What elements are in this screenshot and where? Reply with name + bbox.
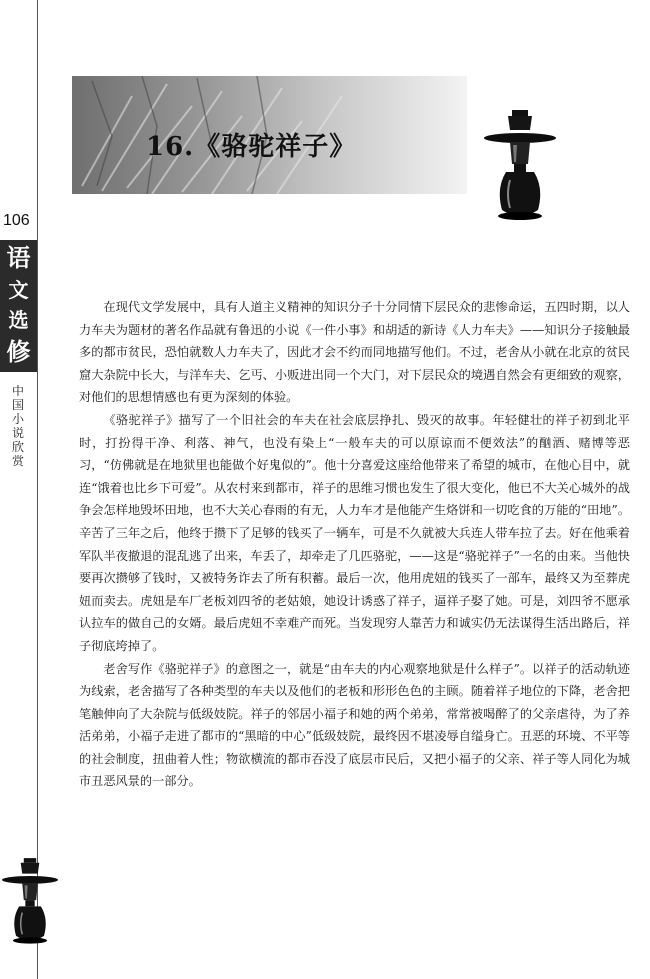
- article-body: [79, 296, 630, 793]
- chapter-title: 16.《骆驼祥子》: [146, 132, 357, 162]
- page-number: 106: [3, 212, 30, 229]
- emblem-char: 选: [8, 308, 29, 332]
- kerosene-lamp-icon: [2, 858, 58, 950]
- emblem-char: 语: [6, 243, 31, 272]
- paragraph: 《骆驼祥子》描写了一个旧社会的车夫在社会底层挣扎、毁灭的故事。年轻健壮的祥子初到北平时，打扮得干净、利落、神气，也没有染上“一般车夫的可以原谅而不便效法”的酗酒、赌博等恶习，“仿佛就是在地狱里也能做个好鬼似的”。他十分喜爱这座给他带来了希望的城市，在他心目中，就连“饿着也比乡下可爱”。从农村来到都市，祥子的思维习惯也发生了很大变化，他已不大关心城外的战争会怎样地毁坏田地，也不大关心春雨的有无，人力车才是他能产生烙饼和一切吃食的万能的“田地”。辛苦了三年之后，他终于攒下了足够的钱买了一辆车，可是不久就被大兵连人带车拉了去。好在他乘着军队半夜撤退的混乱逃了出来，车丢了，却牵走了几匹骆驼，——这是“骆驼祥子”一名的由来。当他快要再次攒够了钱时，又被特务诈去了所有积蓄。最后一次，他用虎妞的钱买了一部车，最终又为至葬虎妞而卖去。虎妞是车厂老板刘四爷的老姑娘，她设计诱惑了祥子，逼祥子娶了她。可是，刘四爷不愿承认拉车的做自己的女婿。最后虎妞不幸难产而死。当发现穷人靠苦力和诚实仍无法谋得生活出路后，祥子彻底垮掉了。: [79, 412, 630, 653]
- emblem-char: 文: [8, 278, 29, 302]
- kerosene-lamp-icon: [484, 110, 556, 228]
- left-margin-rule: [37, 0, 38, 979]
- side-caption: 中国小说欣赏: [11, 384, 24, 468]
- emblem-char: 修: [6, 337, 31, 366]
- paragraph: 在现代文学发展中，具有人道主义精神的知识分子十分同情下层民众的悲惨命运，五四时期，以人力车夫为题材的著名作品就有鲁迅的小说《一件小事》和胡适的新诗《人力车夫》——知识分子接触最多的都市贫民，恐怕就数人力车夫了，因此才会不约而同地描写他们。不过，老舍从小就在北京的贫民窟大杂院中长大，与洋车夫、乞丐、小贩进出同一个大门，对下层民众的境遇自然会有更细致的观察，对他们的思想情感也有更为深刻的体验。: [79, 300, 630, 405]
- paragraph: 老舍写作《骆驼祥子》的意图之一，就是“由车夫的内心观察地狱是什么样子”。以祥子的活动轨迹为线索，老舍描写了各种类型的车夫以及他们的老板和形形色色的主顾。随着祥子地位的下降，老舍把笔触伸向了大杂院与低级妓院。祥子的邻居小福子和她的两个弟弟，常常被喝醉了的父亲虐待，为了养活弟弟，小福子走进了都市的“黑暗的中心”低级妓院，最终因不堪凌辱自缢身亡。丑恶的环境、不平等的社会制度，扭曲着人性；物欲横流的都市吞没了底层市民后，又把小福子的父亲、祥子等人同化为城市丑恶风景的一部分。: [79, 661, 630, 789]
- side-emblem: [0, 240, 37, 372]
